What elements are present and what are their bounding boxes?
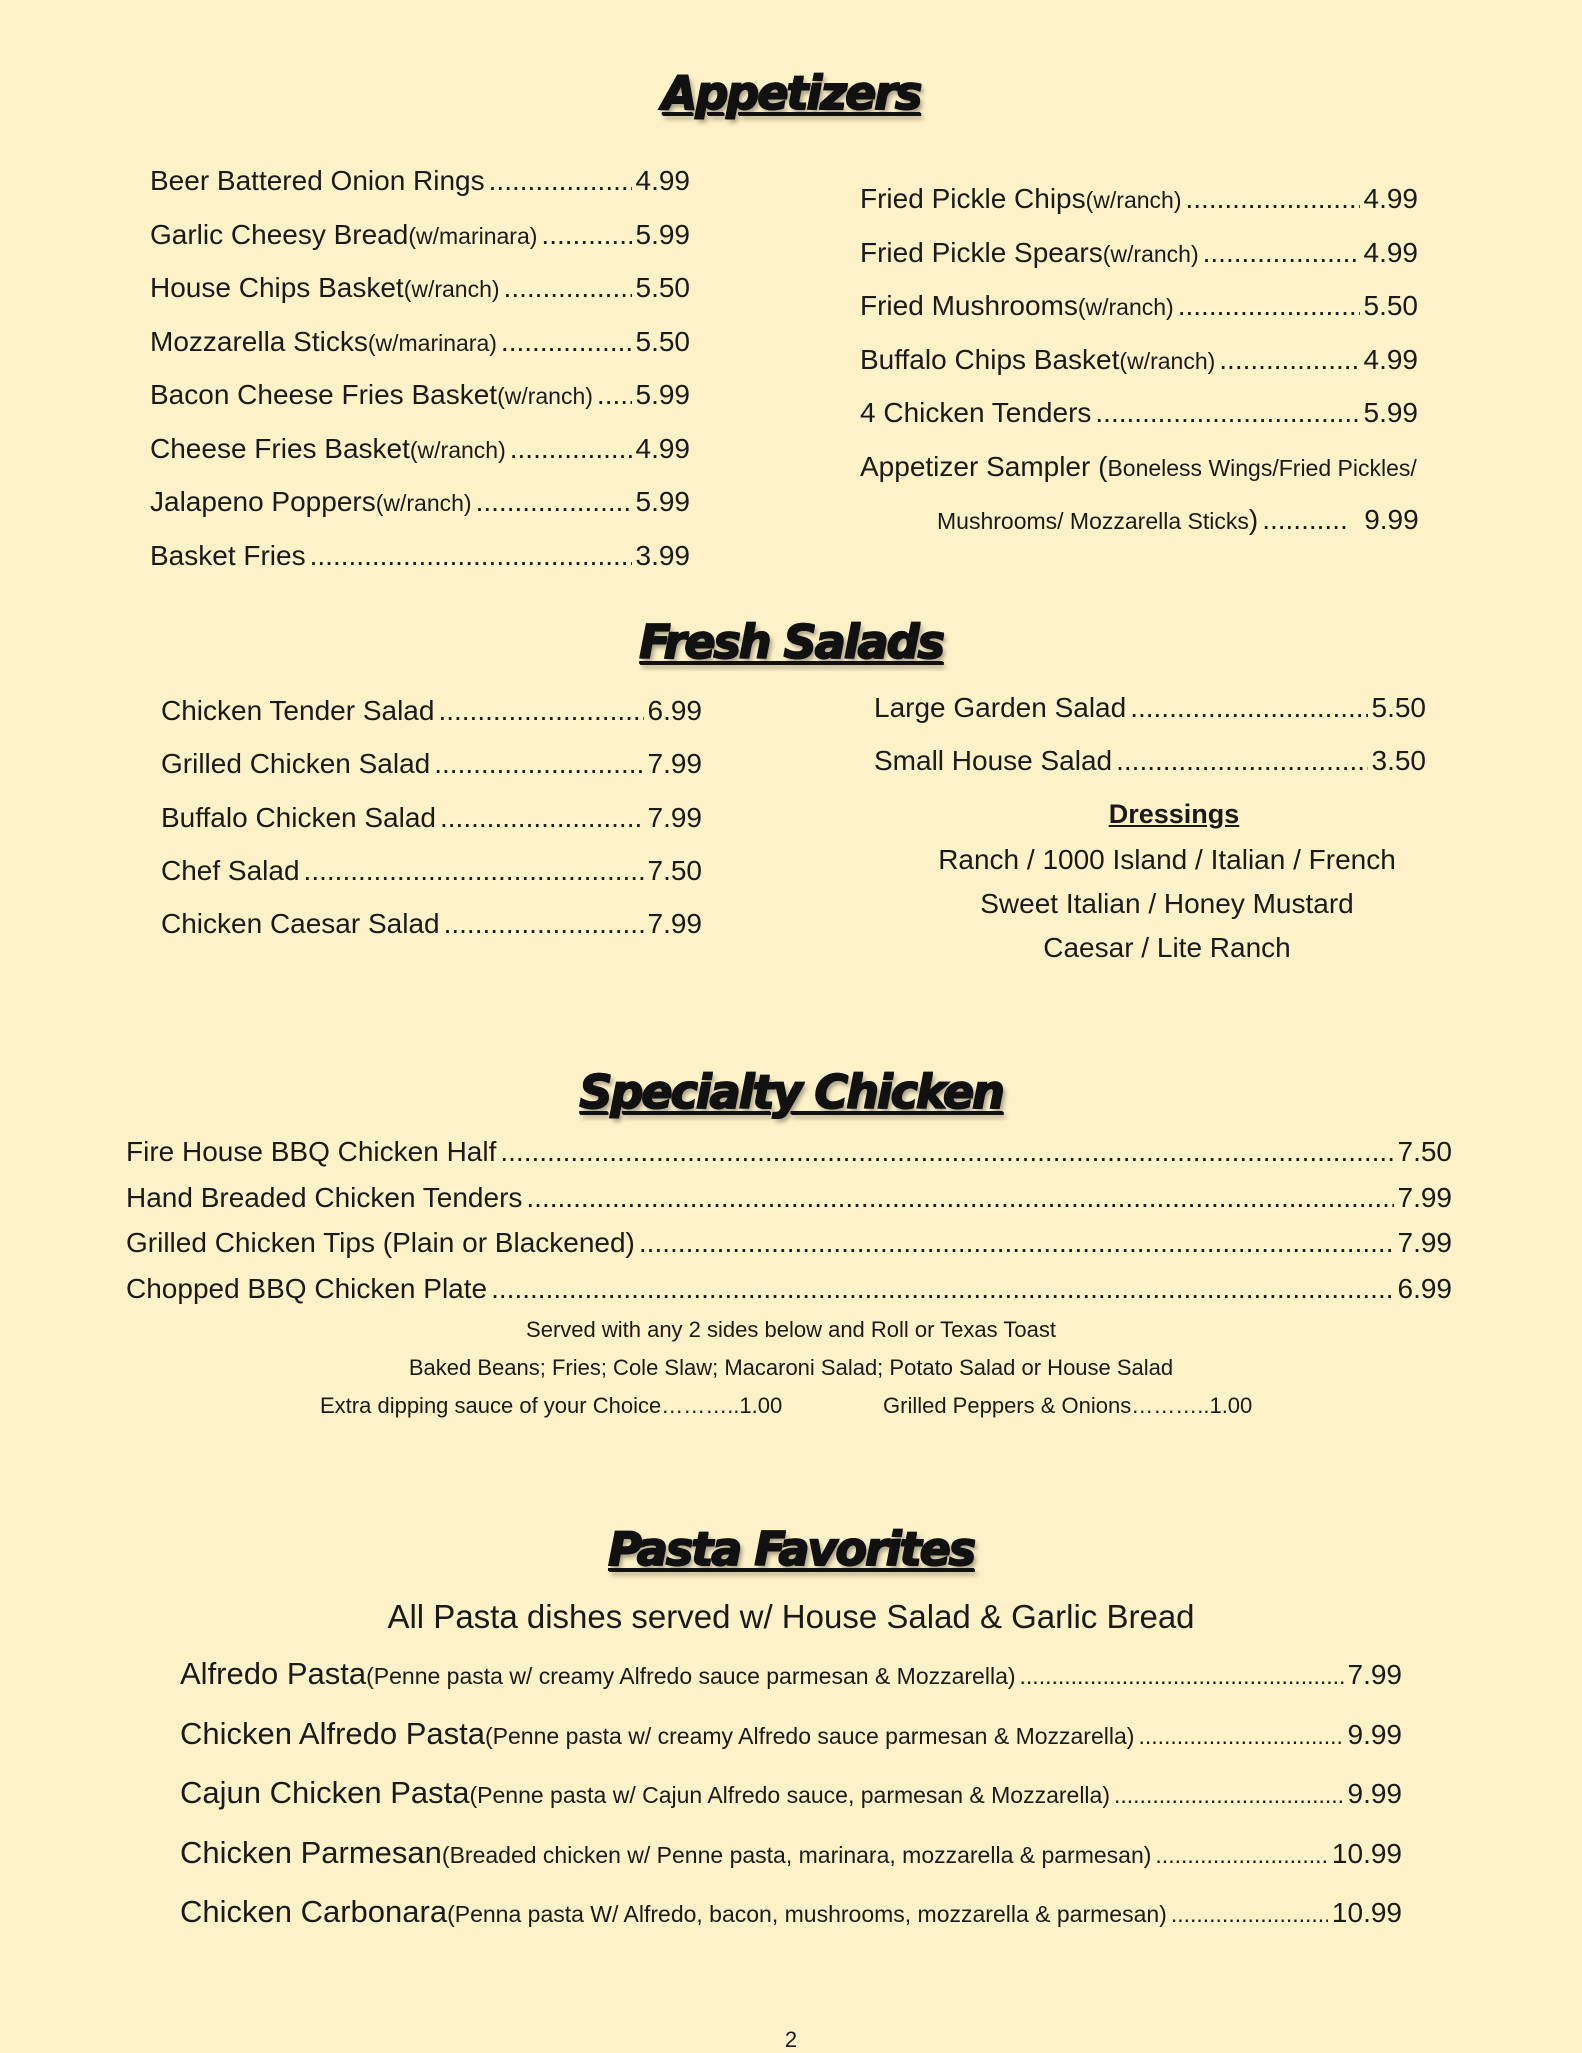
menu-item xyxy=(126,1136,1452,1182)
item-paren: ) xyxy=(1248,504,1259,535)
menu-item xyxy=(860,237,1418,291)
dressing-options: Sweet Italian / Honey Mustard xyxy=(980,888,1354,919)
leader-dots xyxy=(500,1136,1393,1168)
menu-item xyxy=(126,1227,1452,1273)
leader-dots xyxy=(1219,344,1359,376)
item-name: Chef Salad xyxy=(161,854,300,886)
item-price: 4.99 xyxy=(1363,236,1418,268)
item-price: 9.99 xyxy=(1364,504,1419,535)
menu-item xyxy=(161,908,702,961)
menu-item xyxy=(180,1716,1402,1776)
item-description: (Breaded chicken w/ Penne pasta, marinara, mozzarella & parmesan) xyxy=(441,1841,1152,1868)
leader-dots xyxy=(434,748,643,780)
dressing-options: Ranch / 1000 Island / Italian / French xyxy=(938,844,1396,875)
item-name: Garlic Cheesy Bread xyxy=(150,218,409,250)
item-price: 6.99 xyxy=(647,695,702,726)
item-price: 4.99 xyxy=(635,165,690,196)
item-name: Chicken Alfredo Pasta xyxy=(180,1715,486,1751)
item-price: 7.99 xyxy=(647,908,702,940)
leader-dots xyxy=(1116,745,1367,777)
item-name: Mozzarella Sticks xyxy=(150,325,368,357)
item-price: 7.99 xyxy=(1397,1227,1452,1258)
item-price: 4.99 xyxy=(1363,183,1418,214)
leader-dots xyxy=(489,165,632,197)
appetizers-left-column xyxy=(150,165,690,593)
item-name: House Chips Basket xyxy=(150,272,404,303)
menu-item xyxy=(860,397,1418,451)
leader-dots xyxy=(1095,397,1359,429)
leader-dots xyxy=(1155,1842,1328,1869)
item-description: (Penna pasta W/ Alfredo, bacon, mushrooms, mozzarella & parmesan) xyxy=(447,1901,1167,1927)
menu-item xyxy=(150,326,690,380)
menu-item xyxy=(150,219,690,273)
item-name: Cheese Fries Basket xyxy=(150,432,410,464)
menu-item xyxy=(860,290,1418,344)
item-price: 5.99 xyxy=(1363,397,1418,428)
leader-dots xyxy=(1171,1901,1328,1928)
leader-dots xyxy=(1130,692,1367,724)
item-note: (w/ranch) xyxy=(1085,187,1182,213)
leader-dots xyxy=(440,802,644,834)
leader-dots xyxy=(1178,290,1360,322)
menu-item xyxy=(874,692,1426,745)
item-price: 5.50 xyxy=(1371,692,1426,723)
leader-dots xyxy=(1020,1663,1344,1690)
item-note: (w/marinara) xyxy=(408,222,538,249)
item-price: 5.99 xyxy=(635,379,690,410)
item-price: 3.50 xyxy=(1371,745,1426,776)
item-price: 5.99 xyxy=(635,218,690,250)
item-name: Basket Fries xyxy=(150,539,306,571)
item-price: 10.99 xyxy=(1331,1897,1402,1928)
leader-dots xyxy=(304,855,644,887)
item-name: Large Garden Salad xyxy=(874,692,1127,723)
item-price: 3.99 xyxy=(635,539,690,571)
menu-item xyxy=(874,745,1426,798)
item-price: 5.50 xyxy=(635,272,690,303)
item-name: Chicken Parmesan xyxy=(180,1834,442,1870)
leader-dots xyxy=(438,695,643,727)
item-name: Cajun Chicken Pasta xyxy=(180,1775,470,1810)
item-price: 6.99 xyxy=(1397,1272,1452,1304)
item-note: Boneless Wings/Fried Pickles/ xyxy=(1107,454,1417,481)
item-price: 10.99 xyxy=(1331,1837,1402,1869)
item-name: Appetizer Sampler ( xyxy=(860,450,1108,482)
page-number: 2 xyxy=(784,2027,798,2052)
item-note: (w/ranch) xyxy=(497,383,593,409)
item-name: 4 Chicken Tenders xyxy=(860,397,1092,428)
item-name: Small House Salad xyxy=(874,745,1113,776)
appetizer-sampler-line1 xyxy=(860,451,1418,505)
item-description: (Penne pasta w/ creamy Alfredo sauce parmesan & Mozzarella) xyxy=(485,1722,1135,1749)
item-note: (w/ranch) xyxy=(1119,347,1216,374)
salads-heading: Fresh Salads xyxy=(639,615,943,669)
item-name: Fried Pickle Spears xyxy=(860,236,1103,268)
menu-item xyxy=(180,1775,1402,1835)
leader-dots xyxy=(1203,237,1360,269)
leader-dots xyxy=(444,908,644,940)
leader-dots xyxy=(1186,183,1360,215)
item-price: 9.99 xyxy=(1347,1718,1402,1750)
item-price: 7.50 xyxy=(1397,1136,1452,1167)
leader-dots xyxy=(310,540,632,572)
salads-right-column xyxy=(874,692,1426,798)
menu-item xyxy=(150,272,690,326)
leader-dots xyxy=(491,1273,1393,1305)
served-with-note: Served with any 2 sides below and Roll or Texas Toast xyxy=(526,1317,1056,1342)
menu-item xyxy=(180,1656,1402,1716)
pasta-heading: Pasta Favorites xyxy=(607,1522,975,1576)
salads-left-column xyxy=(161,695,702,961)
item-name: Chicken Tender Salad xyxy=(161,695,435,726)
leader-dots xyxy=(639,1227,1394,1259)
item-description: (Penne pasta w/ Cajun Alfredo sauce, parmesan & Mozzarella) xyxy=(469,1782,1110,1808)
chicken-heading: Specialty Chicken xyxy=(579,1065,1003,1119)
menu-item xyxy=(150,379,690,433)
menu-item xyxy=(860,183,1418,237)
item-price: 7.99 xyxy=(647,748,702,780)
leader-dots xyxy=(510,433,632,465)
appetizers-right-column xyxy=(860,183,1418,558)
menu-item xyxy=(150,540,690,594)
item-name: Hand Breaded Chicken Tenders xyxy=(126,1181,523,1213)
menu-item xyxy=(150,165,690,219)
item-name: Bacon Cheese Fries Basket xyxy=(150,379,498,410)
item-name: Fire House BBQ Chicken Half xyxy=(126,1136,497,1167)
item-name: Alfredo Pasta xyxy=(180,1656,367,1691)
item-name: Beer Battered Onion Rings xyxy=(150,165,485,196)
item-note: (w/ranch) xyxy=(1102,240,1199,267)
item-description: (Penne pasta w/ creamy Alfredo sauce parmesan & Mozzarella) xyxy=(366,1663,1016,1689)
leader-dots xyxy=(476,486,632,518)
item-note: (w/marinara) xyxy=(367,329,497,356)
leader-dots xyxy=(501,326,632,358)
menu-item xyxy=(180,1835,1402,1895)
item-note: Mushrooms/ Mozzarella Sticks xyxy=(937,508,1249,534)
item-name: Chicken Carbonara xyxy=(180,1894,448,1929)
item-name: Buffalo Chicken Salad xyxy=(161,801,436,833)
menu-item xyxy=(860,344,1418,398)
leader-dots xyxy=(1138,1723,1343,1750)
item-note: (w/ranch) xyxy=(403,276,500,302)
item-price: 5.50 xyxy=(635,325,690,357)
dressing-options: Caesar / Lite Ranch xyxy=(1043,932,1291,963)
sides-list: Baked Beans; Fries; Cole Slaw; Macaroni Salad; Potato Salad or House Salad xyxy=(408,1355,1174,1380)
item-price: 4.99 xyxy=(635,432,690,464)
item-price: 5.50 xyxy=(1363,290,1418,321)
menu-item xyxy=(150,433,690,487)
item-name: Buffalo Chips Basket xyxy=(860,343,1120,375)
menu-item xyxy=(161,695,702,748)
item-name: Jalapeno Poppers xyxy=(150,486,376,517)
leader-dots xyxy=(526,1182,1393,1214)
item-price: 9.99 xyxy=(1347,1778,1402,1809)
menu-item xyxy=(126,1273,1452,1319)
leader-dots xyxy=(1114,1782,1344,1809)
item-price: 4.99 xyxy=(1363,343,1418,375)
menu-item xyxy=(126,1182,1452,1228)
dressings-heading: Dressings xyxy=(1108,799,1240,829)
item-note: (w/ranch) xyxy=(409,436,506,463)
pasta-subtitle: All Pasta dishes served w/ House Salad & Garlic Bread xyxy=(387,1598,1195,1635)
pasta-list xyxy=(180,1656,1402,1954)
item-name: Grilled Chicken Tips (Plain or Blackened) xyxy=(126,1227,635,1258)
appetizer-sampler-line2 xyxy=(860,504,1418,558)
extra-peppers-note: Grilled Peppers & Onions………..1.00 xyxy=(883,1393,1253,1418)
menu-item xyxy=(161,748,702,801)
extra-sauce-note: Extra dipping sauce of your Choice………..1.00 xyxy=(320,1393,783,1418)
item-name: Chicken Caesar Salad xyxy=(161,908,440,940)
menu-item xyxy=(180,1894,1402,1954)
item-price: 7.99 xyxy=(647,801,702,833)
item-note: (w/ranch) xyxy=(1077,294,1174,320)
item-name: Chopped BBQ Chicken Plate xyxy=(126,1272,488,1304)
leader-dots xyxy=(504,272,632,304)
menu-item xyxy=(161,802,702,855)
menu-item xyxy=(150,486,690,540)
item-name: Fried Mushrooms xyxy=(860,290,1078,321)
chicken-list xyxy=(126,1136,1452,1318)
item-note: (w/ranch) xyxy=(375,490,472,516)
leader-dots xyxy=(597,379,632,411)
item-price: 7.99 xyxy=(1347,1659,1402,1690)
item-price: 7.99 xyxy=(1397,1181,1452,1213)
menu-item xyxy=(161,855,702,908)
appetizers-heading: Appetizers xyxy=(661,66,921,120)
item-price: 7.50 xyxy=(647,854,702,886)
item-name: Fried Pickle Chips xyxy=(860,183,1086,214)
item-price: 5.99 xyxy=(635,486,690,517)
leader-dots xyxy=(541,219,631,251)
leader-dots xyxy=(1262,504,1350,536)
item-name: Grilled Chicken Salad xyxy=(161,748,431,780)
